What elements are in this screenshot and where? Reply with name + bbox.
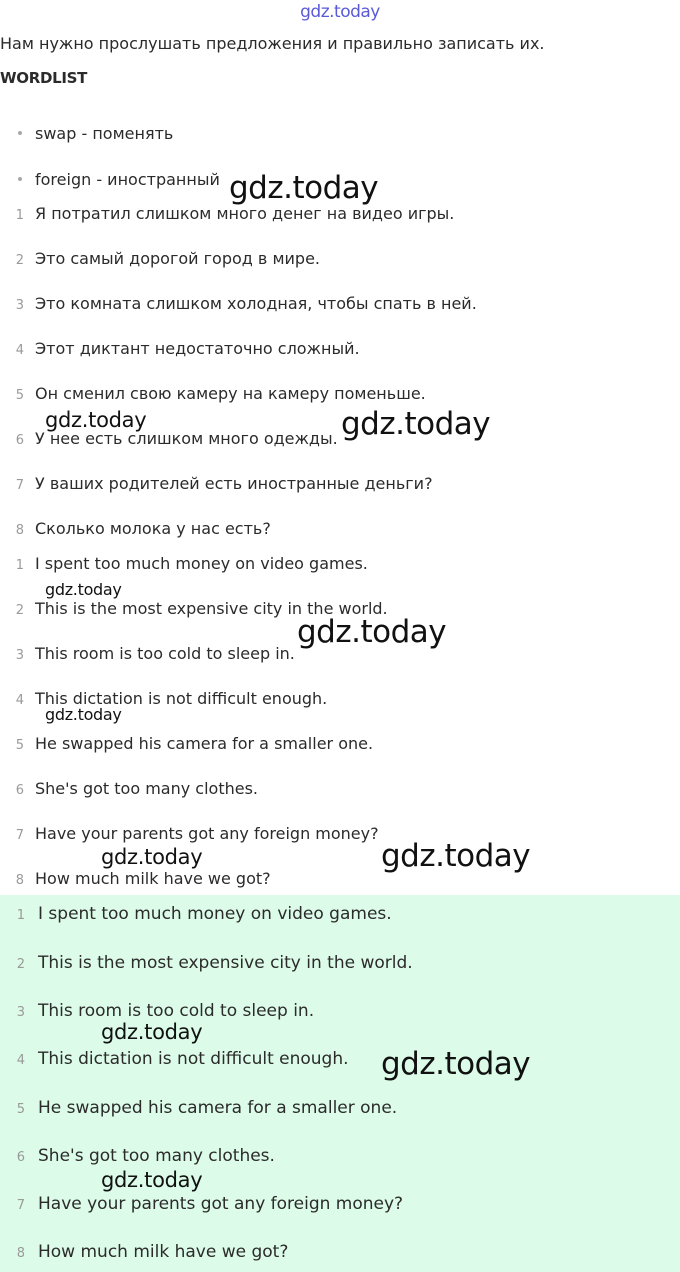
watermark: gdz.today	[341, 406, 491, 442]
sentence-number: 8	[15, 873, 24, 888]
sentence-text: I spent too much money on video games.	[38, 904, 392, 924]
sentence-text: This room is too cold to sleep in.	[35, 644, 295, 663]
sentence-number: 1	[15, 558, 24, 573]
english-sentence	[0, 779, 258, 798]
english-sentence	[0, 599, 388, 618]
answer-sentence	[0, 1194, 403, 1214]
sentence-text: Have your parents got any foreign money?	[35, 824, 379, 843]
answer-sentence	[0, 1098, 397, 1118]
english-sentence	[0, 554, 368, 573]
sentence-number: 2	[16, 957, 25, 972]
watermark: gdz.today	[101, 1020, 203, 1044]
sentence-number: 8	[15, 523, 24, 538]
english-sentence	[0, 689, 327, 708]
sentence-number: 4	[16, 1053, 25, 1068]
sentence-text: У нее есть слишком много одежды.	[35, 429, 338, 448]
sentence-text: She's got too many clothes.	[35, 779, 258, 798]
sentence-number: 6	[15, 783, 24, 798]
wordlist-item-text: swap - поменять	[35, 124, 174, 143]
english-sentence	[0, 734, 373, 753]
sentence-number: 5	[15, 738, 24, 753]
russian-sentence	[0, 339, 360, 358]
russian-sentence	[0, 204, 454, 223]
russian-sentence	[0, 384, 426, 403]
wordlist-item	[18, 124, 173, 143]
wordlist-item-text: foreign - иностранный	[35, 170, 220, 189]
sentence-number: 5	[16, 1102, 25, 1117]
russian-sentence	[0, 249, 320, 268]
sentence-number: 3	[16, 1005, 25, 1020]
russian-sentence	[0, 474, 433, 493]
sentence-number: 6	[16, 1150, 25, 1165]
answer-sentence	[0, 1146, 275, 1166]
sentence-text: I spent too much money on video games.	[35, 554, 368, 573]
sentence-text: How much milk have we got?	[38, 1242, 289, 1262]
wordlist-item	[18, 170, 220, 189]
watermark: gdz.today	[45, 580, 122, 599]
answer-sentence	[0, 953, 413, 973]
watermark: gdz.today	[45, 705, 122, 724]
sentence-number: 8	[16, 1246, 25, 1261]
wordlist-heading: WORDLIST	[0, 69, 88, 87]
watermark: gdz.today	[229, 170, 379, 206]
sentence-number: 3	[15, 648, 24, 663]
sentence-text: He swapped his camera for a smaller one.	[35, 734, 374, 753]
answer-sentence	[0, 1049, 349, 1069]
sentence-number: 6	[15, 433, 24, 448]
english-sentence	[0, 869, 271, 888]
sentence-text: How much milk have we got?	[35, 869, 271, 888]
answer-sentence	[0, 904, 392, 924]
sentence-text: She's got too many clothes.	[38, 1146, 275, 1166]
sentence-number: 5	[15, 388, 24, 403]
intro-text: Нам нужно прослушать предложения и правильно записать их.	[0, 34, 545, 53]
sentence-number: 7	[15, 478, 24, 493]
sentence-text: У ваших родителей есть иностранные деньги?	[35, 474, 433, 493]
watermark: gdz.today	[381, 1046, 531, 1082]
sentence-number: 1	[15, 208, 24, 223]
english-sentence	[0, 644, 295, 663]
sentence-text: This room is too cold to sleep in.	[38, 1001, 315, 1021]
answer-sentence	[0, 1001, 314, 1021]
header-watermark: gdz.today	[300, 2, 380, 22]
sentence-text: This dictation is not difficult enough.	[38, 1049, 349, 1069]
watermark: gdz.today	[297, 614, 447, 650]
sentence-number: 4	[15, 693, 24, 708]
sentence-text: Сколько молока у нас есть?	[35, 519, 271, 538]
sentence-text: Он сменил свою камеру на камеру поменьше.	[35, 384, 426, 403]
answer-box	[0, 895, 680, 1272]
sentence-number: 7	[16, 1198, 25, 1213]
watermark: gdz.today	[101, 1168, 203, 1192]
watermark: gdz.today	[101, 845, 203, 869]
english-sentence	[0, 824, 379, 843]
sentence-text: This dictation is not difficult enough.	[35, 689, 328, 708]
sentence-number: 2	[15, 603, 24, 618]
sentence-number: 3	[15, 298, 24, 313]
answer-sentence	[0, 1242, 288, 1262]
bullet-icon	[18, 177, 22, 181]
sentence-number: 4	[15, 343, 24, 358]
sentence-text: Have your parents got any foreign money?	[38, 1194, 404, 1214]
sentence-text: This is the most expensive city in the world.	[38, 953, 413, 973]
watermark: gdz.today	[45, 408, 147, 432]
sentence-number: 1	[16, 908, 25, 923]
sentence-number: 7	[15, 828, 24, 843]
russian-sentence	[0, 429, 338, 448]
sentence-text: This is the most expensive city in the world.	[35, 599, 388, 618]
sentence-text: Это самый дорогой город в мире.	[35, 249, 320, 268]
sentence-text: Этот диктант недостаточно сложный.	[35, 339, 360, 358]
bullet-icon	[18, 131, 22, 135]
sentence-number: 2	[15, 253, 24, 268]
sentence-text: He swapped his camera for a smaller one.	[38, 1098, 398, 1118]
sentence-text: Это комната слишком холодная, чтобы спать в ней.	[35, 294, 477, 313]
russian-sentence	[0, 519, 271, 538]
russian-sentence	[0, 294, 477, 313]
sentence-text: Я потратил слишком много денег на видео игры.	[35, 204, 455, 223]
watermark: gdz.today	[381, 838, 531, 874]
